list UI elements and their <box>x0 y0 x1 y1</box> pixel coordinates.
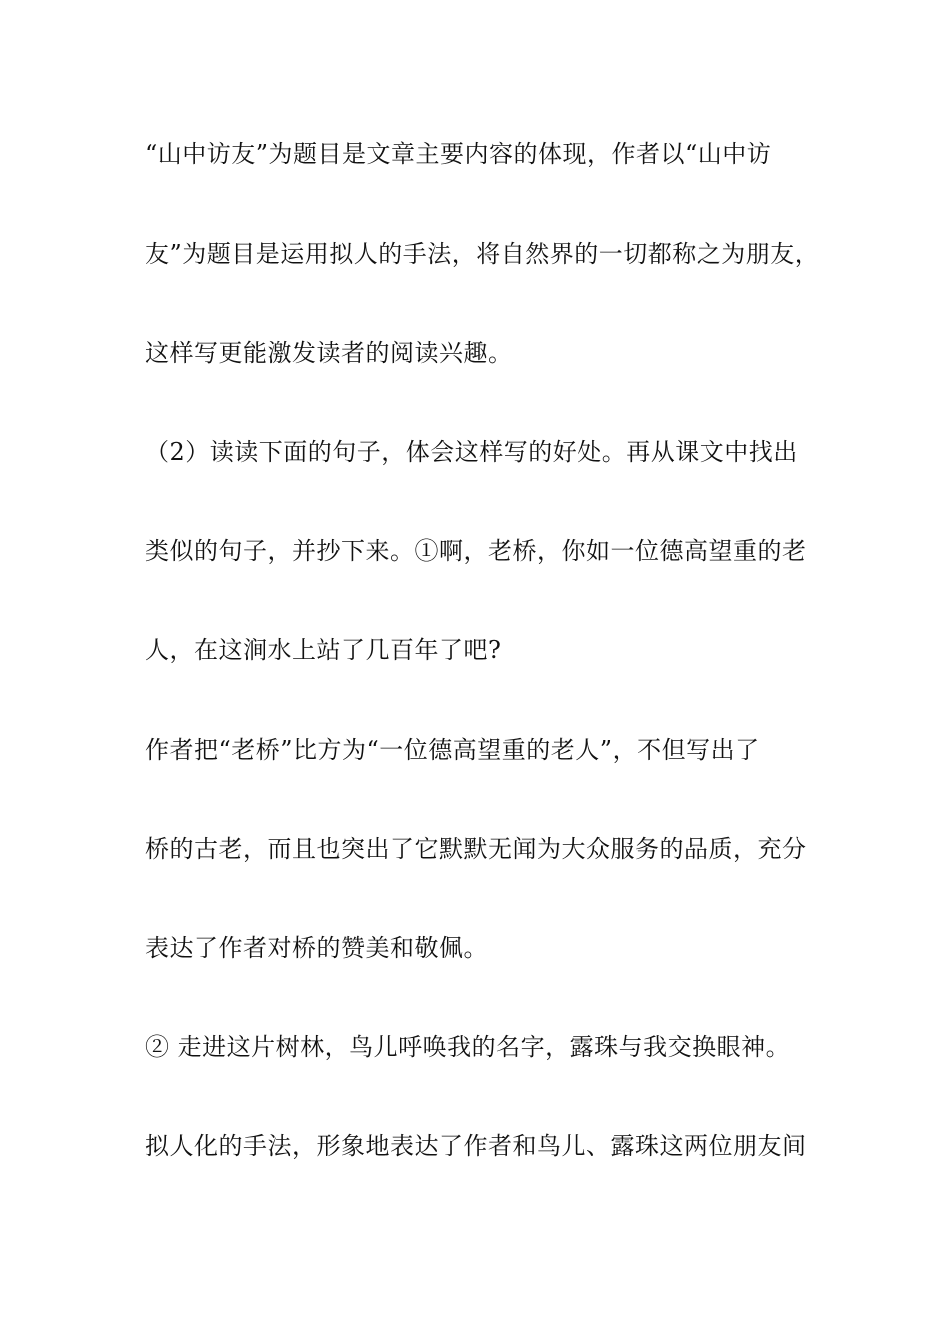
text-line: 表达了作者对桥的赞美和敬佩。 <box>145 934 488 962</box>
text-line: ② 走进这片树林，鸟儿呼唤我的名字，露珠与我交换眼神。 <box>145 1033 791 1061</box>
text-line: （2）读读下面的句子，体会这样写的好处。再从课文中找出 <box>145 438 798 466</box>
text-line: 类似的句子，并抄下来。①啊，老桥，你如一位德高望重的老 <box>145 537 807 565</box>
text-line: 拟人化的手法，形象地表达了作者和鸟儿、露珠这两位朋友间 <box>145 1132 807 1160</box>
text-line: “山中访友”为题目是文章主要内容的体现，作者以“山中访 <box>145 140 772 168</box>
text-line: 这样写更能激发读者的阅读兴趣。 <box>145 339 513 367</box>
text-line: 人，在这涧水上站了几百年了吧? <box>145 636 502 664</box>
text-line: 桥的古老，而且也突出了它默默无闻为大众服务的品质，充分 <box>145 835 807 863</box>
text-line: 友”为题目是运用拟人的手法，将自然界的一切都称之为朋友， <box>145 240 820 268</box>
text-line: 作者把“老桥”比方为“一位德高望重的老人”，不但写出了 <box>145 736 760 764</box>
